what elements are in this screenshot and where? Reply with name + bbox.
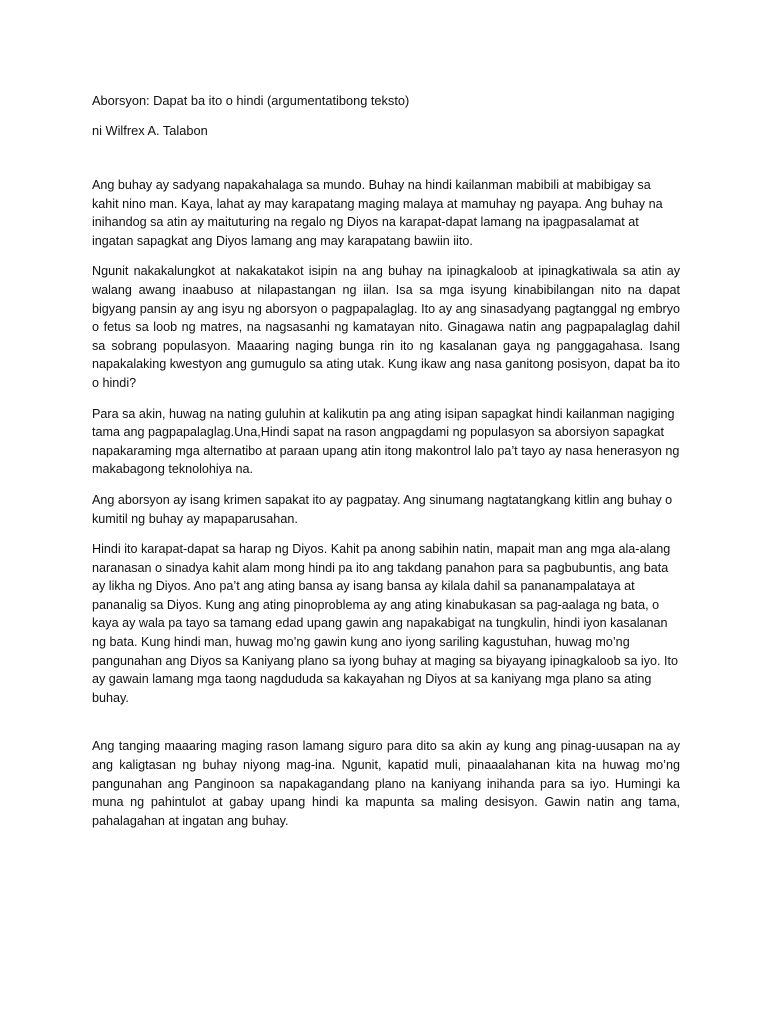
document-page xyxy=(92,92,680,842)
paragraph-issue: Ngunit nakakalungkot at nakakatakot isipin na ang buhay na ipinagkaloob at ipinagkatiwala sa atin ay walang awang inaabuso at nilapastangan ng iilan. Isa sa mga isyung kinabibilangan nito na dapat bigyang pansin ay ang isyu ng aborsyon o pagpapalaglag. Ito ay ang sinasadyang pagtanggal ng embryo o fetus sa loob ng matres, na nagsasanhi ng kamatayan nito. Ginagawa natin ang pagpapalaglag dahil sa sobrang populasyon. Maaaring naging bunga rin ito ng kasalanan gaya ng panggagahasa. Isang napakalaking kwestyon ang gumugulo sa ating utak. Kung ikaw ang nasa ganitong posisyon, dapat ba ito o hindi? xyxy=(92,264,680,390)
paragraph-god: Hindi ito karapat-dapat sa harap ng Diyos. Kahit pa anong sabihin natin, mapait man ang mga ala-alang naranasan o sinadya kahit alam mong hindi pa ito ang takdang panahon para sa pagbubuntis, ang bata ay likha ng Diyos. Ano pa’t ang ating bansa ay isang bansa ay kilala dahil sa pananampalataya at pananalig sa Diyos. Kung ang ating pinoproblema ay ang ating kinabukasan sa pag-aalaga ng bata, o kaya ay wala pa tayo sa tamang edad upang gawin ang napakabigat na tungkulin, hindi iyon kasalanan ng bata. Kung hindi man, huwag mo’ng gawin kung ano iyong sariling kagustuhan, huwag mo’ng pangunahan ang Diyos sa Kaniyang plano sa iyong buhay at maging sa biyayang ipinagkaloob sa iyo. Ito ay gawain lamang mga taong nagdududa sa kakayahan ng Diyos at sa kaniyang mga plano sa ating buhay. xyxy=(92,542,679,705)
paragraph-crime: Ang aborsyon ay isang krimen sapakat ito ay pagpatay. Ang sinumang nagtatangkang kitlin ang buhay o kumitil ng buhay ay mapaparusahan. xyxy=(92,492,673,526)
document-title: Aborsyon: Dapat ba ito o hindi (argumentatibong teksto) xyxy=(92,93,410,108)
paragraph-conclusion: Ang tanging maaaring maging rason lamang siguro para dito sa akin ay kung ang pinag-uusapan na ay ang kaligtasan ng buhay niyong mag-ina. Ngunit, kapatid muli, pinaaalahanan kita na huwag mo’ng pangunahan ang Panginoon sa napakagandang plano na kaniyang inihanda para sa iyo. Humingi ka muna ng pahintulot at gabay upang hindi ka mapunta sa maling desisyon. Gawin natin ang tama, pahalagahan at ingatan ang buhay. xyxy=(92,739,680,828)
paragraph-opinion: Para sa akin, huwag na nating guluhin at kalikutin pa ang ating isipan sapagkat hindi kailanman nagiging tama ang pagpapalaglag.Una,Hindi sapat na rason angpagdami ng populasyon sa aborsiyon sapagkat napakaraming mga alternatibo at paraan upang atin itong makontrol lalo pa’t tayo ay nasa henerasyon ng makabagong teknolohiya na. xyxy=(92,406,680,477)
document-author: ni Wilfrex A. Talabon xyxy=(92,123,208,138)
paragraph-intro: Ang buhay ay sadyang napakahalaga sa mundo. Buhay na hindi kailanman mabibili at mabibigay sa kahit nino man. Kaya, lahat ay may karapatang maging malaya at mamuhay ng payapa. Ang buhay na inihandog sa atin ay maituturing na regalo ng Diyos na karapat-dapat lamang na ipagpasalamat at ingatan sapagkat ang Diyos lamang ang may karapatang bawiin iito. xyxy=(92,178,663,248)
